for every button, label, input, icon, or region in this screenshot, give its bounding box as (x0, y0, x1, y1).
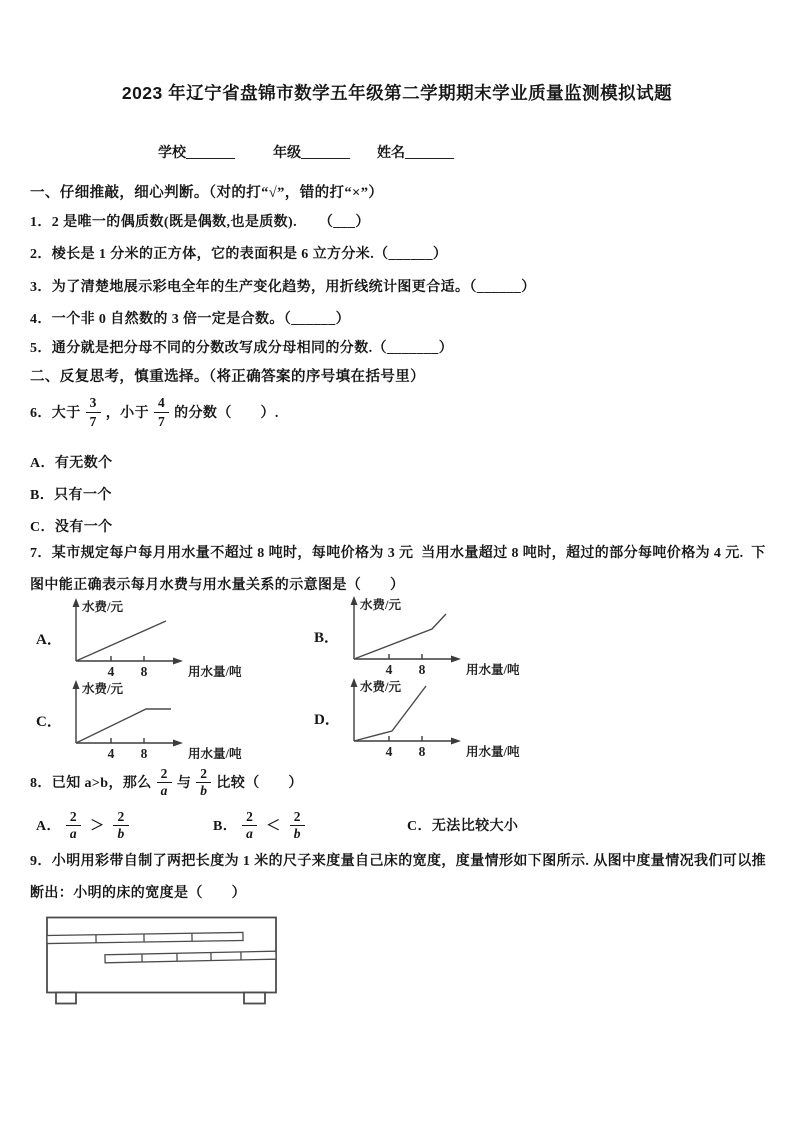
question-8-option-b (213, 802, 310, 848)
grade-field (273, 142, 350, 162)
question-6-prefix: 6．大于 (30, 406, 81, 421)
question-6-mid: ，小于 (105, 406, 149, 421)
graph-c-tick-8: 8 (140, 746, 148, 759)
school-blank: _______ (186, 146, 235, 161)
section-2-heading: 二、反复思考，慎重选择。（将正确答案的序号填在括号里） (30, 369, 426, 385)
graph-b-y-label: 水费/元 (360, 598, 401, 612)
graph-d-x-label: 用水量/吨 (466, 745, 520, 757)
school-field (158, 142, 235, 162)
question-6 (30, 390, 279, 434)
graph-a (64, 597, 254, 677)
graph-b-letter: B． (314, 630, 340, 646)
fraction-2-a: $\frac{2}{a}$ (66, 810, 81, 841)
graph-c-tick-4: 4 (107, 746, 115, 759)
name-label: 姓名 (377, 146, 405, 161)
fraction-2-a: $\frac{2}{a}$ (157, 767, 172, 798)
fraction-4-7: $\frac{4}{7}$ (154, 396, 169, 428)
question-4: 4．一个非 0 自然数的 3 倍一定是合数。（______） (30, 312, 350, 327)
question-6-option-c: C．没有一个 (30, 520, 113, 535)
question-9-line-1: 9．小明用彩带自制了两把长度为 1 米的尺子来度量自己床的宽度，度量情形如下图所示. 从图中度量情况我们可以推 (30, 854, 766, 869)
option-a-label: A． (36, 819, 61, 834)
question-5: 5．通分就是把分母不同的分数改写成分母相同的分数.（_______） (30, 341, 454, 356)
grade-blank: _______ (301, 146, 350, 161)
graph-d-y-label: 水费/元 (360, 680, 401, 694)
greater-than-sign: ＞ (90, 819, 105, 834)
graph-b-x-label: 用水量/吨 (466, 663, 520, 675)
bed-right-leg (244, 993, 265, 1004)
question-6-suffix: 的分数（ ）. (174, 406, 279, 421)
fraction-2-b: $\frac{2}{b}$ (290, 810, 305, 841)
graph-b-tick-4: 4 (385, 662, 393, 675)
name-blank: _______ (405, 146, 454, 161)
graph-d-tick-4: 4 (385, 744, 393, 757)
question-8-mid: 与 (176, 776, 192, 791)
question-7-line-1: 7．某市规定每户每月用水量不超过 8 吨时，每吨价格为 3 元 当用水量超过 8 吨时，超过的部分每吨价格为 4 元. 下 (30, 546, 766, 561)
graph-b (342, 595, 532, 675)
graph-a-tick-8: 8 (140, 664, 148, 677)
question-6-option-a: A．有无数个 (30, 456, 113, 471)
question-8 (30, 760, 303, 804)
bed-with-rulers-diagram (45, 914, 281, 1010)
graph-d (342, 677, 532, 757)
question-8-option-c: C．无法比较大小 (407, 819, 519, 834)
graph-a-x-label: 用水量/吨 (188, 665, 242, 677)
fraction-2-b: $\frac{2}{b}$ (196, 767, 211, 798)
question-8-suffix: 比较（ ） (216, 776, 303, 791)
school-label: 学校 (158, 146, 186, 161)
graph-d-letter: D． (314, 712, 340, 728)
fraction-3-7: $\frac{3}{7}$ (86, 396, 101, 428)
question-1: 1．2 是唯一的偶质数(既是偶数,也是质数). （___） (30, 215, 370, 230)
graph-a-letter: A． (36, 632, 62, 648)
bed-left-leg (56, 993, 76, 1004)
section-1-heading: 一、仔细推敲，细心判断。（对的打“√”，错的打“×”） (30, 185, 384, 201)
graph-d-tick-8: 8 (418, 744, 426, 757)
question-8-prefix: 8．已知 a>b，那么 (30, 776, 152, 791)
graph-a-tick-4: 4 (107, 664, 115, 677)
less-than-sign: ＜ (266, 819, 281, 834)
question-3: 3．为了清楚地展示彩电全年的生产变化趋势，用折线统计图更合适。（______） (30, 280, 536, 295)
graph-c-letter: C． (36, 714, 62, 730)
graph-c-x-label: 用水量/吨 (188, 747, 242, 759)
fraction-2-b: $\frac{2}{b}$ (113, 810, 128, 841)
graph-a-y-label: 水费/元 (82, 600, 123, 614)
page-title: 2023 年辽宁省盘锦市数学五年级第二学期期末学业质量监测模拟试题 (121, 83, 673, 103)
fraction-2-a: $\frac{2}{a}$ (242, 810, 257, 841)
grade-label: 年级 (273, 146, 301, 161)
question-8-option-a (36, 802, 134, 848)
question-6-option-b: B．只有一个 (30, 488, 112, 503)
question-9-line-2: 断出：小明的床的宽度是（ ） (30, 886, 246, 901)
graph-c (64, 679, 254, 759)
name-field (377, 142, 454, 162)
graph-c-y-label: 水费/元 (82, 682, 123, 696)
question-2: 2．棱长是 1 分米的正方体，它的表面积是 6 立方分米.（______） (30, 247, 448, 262)
graph-b-tick-8: 8 (418, 662, 426, 675)
option-b-label: B． (213, 819, 238, 834)
question-7-line-2: 图中能正确表示每月水费与用水量关系的示意图是（ ） (30, 578, 405, 593)
